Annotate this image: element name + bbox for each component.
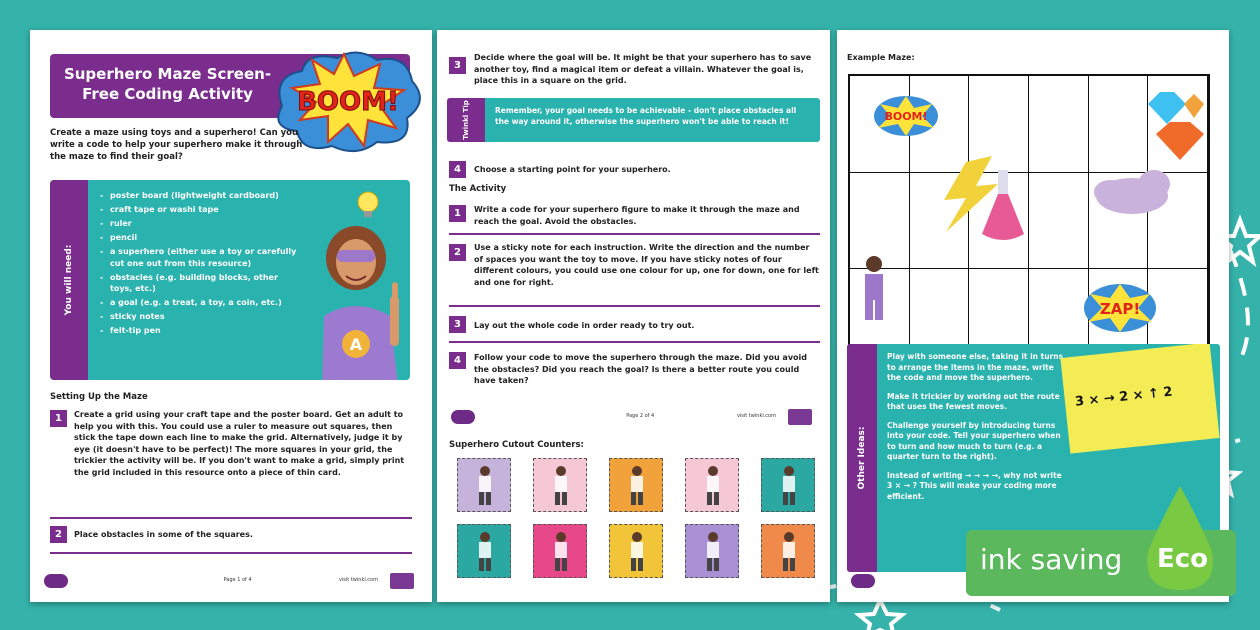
- list-item: - ruler: [100, 218, 300, 230]
- ink-saving-label: ink saving: [980, 543, 1123, 576]
- cloud-icon: [1094, 170, 1170, 214]
- page-title: Superhero Maze Screen-Free Coding Activity: [63, 65, 272, 103]
- other-ideas-text: [887, 352, 1067, 510]
- list-item: - a superhero (either use a toy or carefully cut one out from this resource): [100, 246, 300, 269]
- superhero-figure: [865, 256, 883, 320]
- twinkl-tip-panel: [447, 98, 820, 142]
- cutout-counter-card: [457, 524, 511, 578]
- divider: [50, 552, 412, 554]
- step-number: 2: [50, 526, 67, 543]
- cutout-counter-card: [685, 524, 739, 578]
- idea-item: Challenge yourself by introducing turns into your code. Tell your superhero when to turn and how much to turn (e.g. a quarter turn to the right).: [887, 420, 1061, 461]
- diamond-icon: [1148, 92, 1204, 160]
- boom-text: BOOM!: [297, 87, 399, 117]
- step-text: Create a grid using your craft tape and the poster board. Get an adult to help you with this. You could use a ruler to measure out squares, then stick the tape down each line to make the grid. Alternatively, judge it by eye (it doesn't have to be perfect)! The more squares in your grid, the trickier the activity will be. If you don't want to make a grid, simply print the grid included in this resource onto a piece of thin card.: [74, 410, 405, 477]
- footer-page-number: Page 1 of 4: [223, 577, 252, 583]
- cutout-counter-card: [533, 458, 587, 512]
- list-item: - poster board (lightweight cardboard): [100, 190, 300, 202]
- ink-saving-eco-badge: [966, 530, 1236, 596]
- cutout-counter-card: [761, 458, 815, 512]
- divider: [449, 341, 820, 343]
- cutout-counters-grid: [447, 458, 820, 578]
- setting-up-heading: Setting Up the Maze: [50, 392, 148, 402]
- footer-badge-icon: [788, 409, 812, 425]
- superhero-figure-icon: [549, 465, 573, 507]
- activity-heading: The Activity: [449, 184, 507, 194]
- step-number: 1: [50, 410, 67, 427]
- idea-item: Make it trickier by working out the route that uses the fewest moves.: [887, 391, 1060, 411]
- idea-item: Instead of writing → → → →, why not write 3 × → ? This will make your coding more efficient.: [887, 470, 1062, 501]
- step-text: Write a code for your superhero figure to make it through the maze and reach the goal. Avoid the obstacles.: [474, 205, 800, 226]
- footer-page-number: Page 2 of 4: [626, 413, 655, 419]
- step-number: 2: [449, 244, 466, 261]
- step-number: 4: [449, 352, 466, 369]
- idea-item: Play with someone else, taking it in turns to arrange the items in the maze, write the code and move the superhero.: [887, 352, 1064, 382]
- superhero-figure-icon: [625, 465, 649, 507]
- divider: [50, 517, 412, 519]
- footer-badge-icon: [390, 573, 414, 589]
- maze-heading: Example Maze:: [847, 53, 915, 62]
- you-will-need-panel: [50, 180, 410, 380]
- step-text: Place obstacles in some of the squares.: [74, 530, 253, 539]
- other-ideas-side: [847, 344, 877, 572]
- other-ideas-label: Other Ideas:: [857, 426, 867, 490]
- cutout-counter-card: [533, 524, 587, 578]
- superhero-figure-icon: [549, 531, 573, 573]
- list-item: - a goal (e.g. a treat, a toy, a coin, etc.): [100, 297, 300, 309]
- divider: [449, 233, 820, 235]
- boom-small-text: BOOM!: [884, 110, 928, 123]
- superhero-figure-icon: [473, 465, 497, 507]
- intro-text: Create a maze using toys and a superhero! Can you write a code to help your superhero make it through the maze to find their goal?: [50, 128, 303, 162]
- list-item: - felt-tip pen: [100, 325, 300, 337]
- superhero-figure-icon: [473, 531, 497, 573]
- footer-site: visit twinkl.com: [736, 413, 776, 419]
- cutout-counter-card: [609, 524, 663, 578]
- zap-text: ZAP!: [1099, 300, 1141, 318]
- list-item: - obstacles (e.g. building blocks, other toys, etc.): [100, 272, 300, 295]
- step-number: 1: [449, 205, 466, 222]
- sticky-note: [1060, 344, 1219, 454]
- twinkl-tip-label: Twinkl Tip: [462, 100, 470, 140]
- list-item: - craft tape or washi tape: [100, 204, 300, 216]
- step-text: Decide where the goal will be. It might be that your superhero has to save another toy, find a magical item or defeat a villain. Whatever the goal is, place this in a square on the grid.: [474, 53, 812, 85]
- footer-site: visit twinkl.com: [338, 577, 378, 583]
- step-text: Choose a starting point for your superhero.: [474, 165, 671, 174]
- twinkl-logo-icon: [451, 410, 475, 424]
- superhero-figure-icon: [777, 531, 801, 573]
- step-number: 4: [449, 161, 466, 178]
- flask-icon: [982, 170, 1024, 240]
- step-number: 3: [449, 316, 466, 333]
- materials-list: [100, 190, 300, 339]
- twinkl-tip-text: Remember, your goal needs to be achievable - don't place obstacles all the way around it, otherwise the superhero won't be able to reach it!: [495, 106, 797, 126]
- twinkl-tip-side: [447, 98, 485, 142]
- you-will-need-side: [50, 180, 88, 380]
- cutout-counter-card: [685, 458, 739, 512]
- counters-heading: Superhero Cutout Counters:: [449, 440, 584, 450]
- superhero-figure-icon: [701, 465, 725, 507]
- superhero-figure-icon: [777, 465, 801, 507]
- divider: [449, 305, 820, 307]
- sticky-note-text: 3 × → 2 × ↑ 2: [1074, 384, 1174, 410]
- step-number: 3: [449, 57, 466, 74]
- page-footer: [451, 408, 816, 428]
- page-1: [30, 30, 432, 602]
- cutout-counter-card: [761, 524, 815, 578]
- list-item: - pencil: [100, 232, 300, 244]
- superhero-figure-icon: [701, 531, 725, 573]
- maze-items: [848, 74, 1210, 344]
- step-text: Follow your code to move the superhero through the maze. Did you avoid the obstacles? Did you reach the goal? Is there a better route you could have taken?: [474, 353, 807, 385]
- cutout-counter-card: [609, 458, 663, 512]
- zap-sticker: [1084, 284, 1156, 332]
- superhero-figure-icon: [625, 531, 649, 573]
- twinkl-logo-icon: [851, 574, 875, 588]
- step-text: Use a sticky note for each instruction. Write the direction and the number of spaces you want the toy to move. If you have sticky notes of four different colours, you could use one colour for up, one for down, one for left and one for right.: [474, 243, 819, 287]
- step-text: Lay out the whole code in order ready to try out.: [474, 321, 695, 330]
- badge-letter: A: [349, 335, 363, 354]
- twinkl-logo-icon: [44, 574, 68, 588]
- you-will-need-label: You will need:: [64, 244, 74, 316]
- eco-label: Eco: [1157, 544, 1209, 574]
- boom-sticker: [874, 96, 938, 136]
- superhero-girl-illustration: [312, 186, 410, 380]
- page-2: [437, 30, 830, 602]
- leaf-drop-icon: [1142, 486, 1218, 592]
- list-item: - sticky notes: [100, 311, 300, 323]
- cutout-counter-card: [457, 458, 511, 512]
- page-footer: [44, 572, 418, 592]
